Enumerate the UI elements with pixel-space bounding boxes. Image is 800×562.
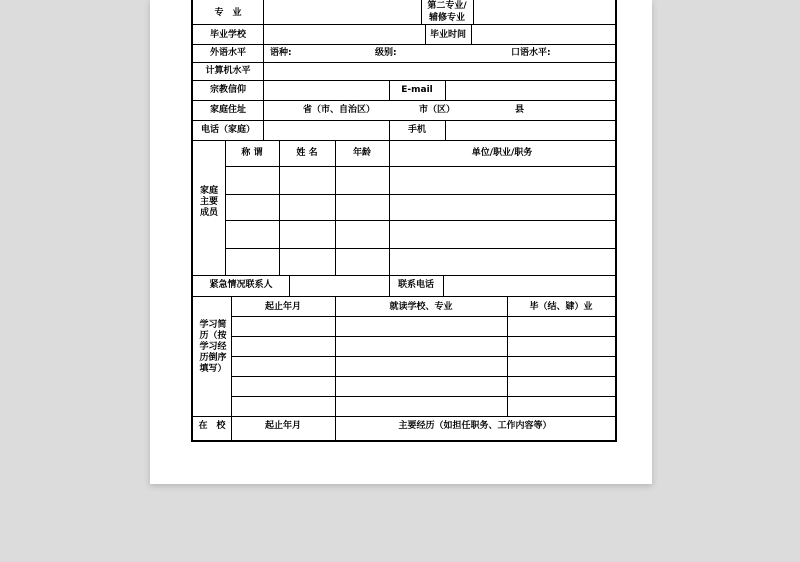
province-label: 省（市、自治区） <box>303 105 376 115</box>
family-header-title: 称 谓 <box>241 148 263 158</box>
family-members-label: 家庭主要成员 <box>199 186 218 218</box>
grad-time-label: 毕业时间 <box>429 30 467 40</box>
family-header-name: 姓 名 <box>296 148 318 158</box>
family-header-age: 年龄 <box>352 148 372 158</box>
mobile-label: 手机 <box>407 125 427 135</box>
computer-label: 计算机水平 <box>205 66 251 76</box>
study-header-period: 起止年月 <box>264 302 302 312</box>
study-header-school: 就读学校、专业 <box>389 302 453 312</box>
home-phone-label: 电话（家庭） <box>200 125 256 135</box>
oral-label: 口语水平: <box>511 48 551 58</box>
campus-label: 在 校 <box>198 421 226 431</box>
family-header-work: 单位/职业/职务 <box>471 148 533 158</box>
minor-label: 辅修专业 <box>428 13 466 23</box>
campus-main-label: 主要经历（如担任职务、工作内容等） <box>398 421 552 431</box>
email-label: E-mail <box>401 85 433 95</box>
application-form-table <box>191 0 617 442</box>
emergency-contact-label: 紧急情况联系人 <box>209 280 273 290</box>
foreign-lang-label: 外语水平 <box>209 48 247 58</box>
second-major-label: 第二专业/ <box>427 1 467 11</box>
religion-label: 宗教信仰 <box>209 85 247 95</box>
county-label: 县 <box>515 105 525 115</box>
level-label: 级别: <box>375 48 397 58</box>
school-label: 毕业学校 <box>209 30 247 40</box>
city-label: 市（区） <box>419 105 456 115</box>
campus-period-label: 起止年月 <box>264 421 302 431</box>
study-header-graduation: 毕（结、肄）业 <box>529 302 593 312</box>
major-label: 专 业 <box>214 8 242 18</box>
study-history-label: 学习简历（按学习经历倒序填写） <box>199 320 227 374</box>
address-label: 家庭住址 <box>209 105 247 115</box>
lang-kind-label: 语种: <box>270 48 292 58</box>
emergency-phone-label: 联系电话 <box>397 280 435 290</box>
